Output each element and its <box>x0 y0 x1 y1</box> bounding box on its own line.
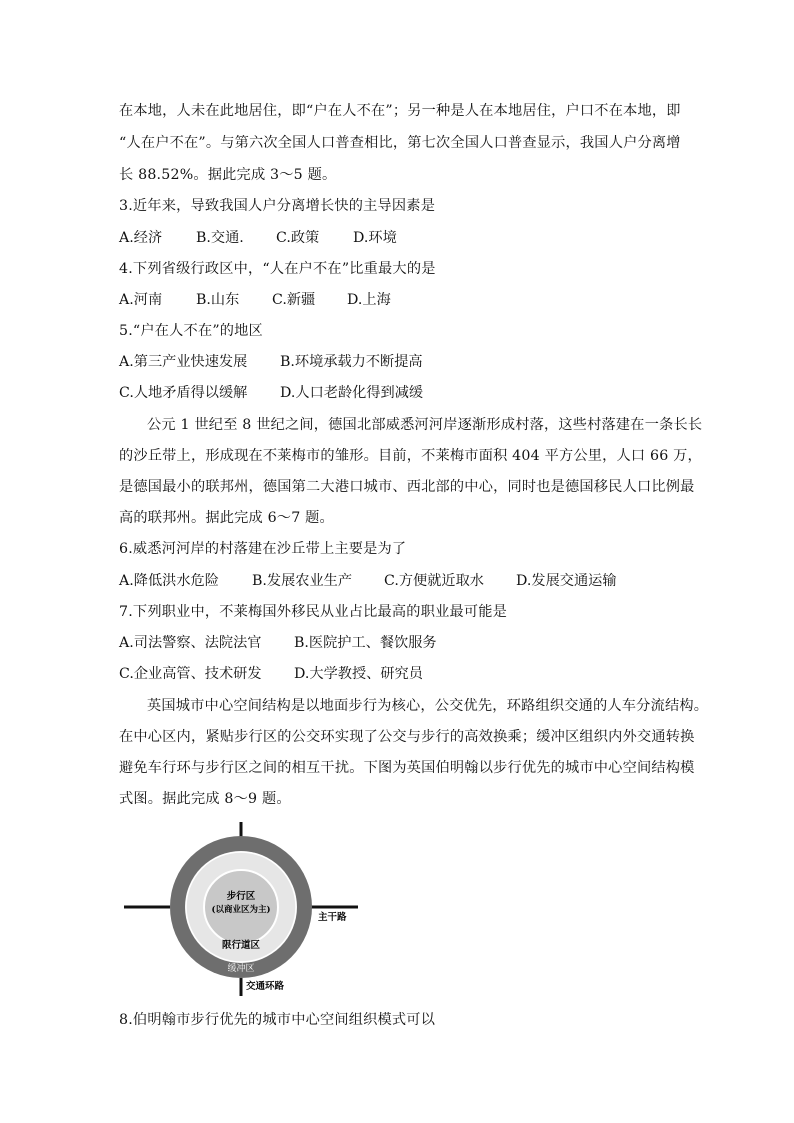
question-6-option-d: D.发展交通运输 <box>516 573 617 589</box>
question-8-stem: 8.伯明翰市步行优先的城市中心空间组织模式可以 <box>119 1012 436 1028</box>
buffer-zone-label: 缓冲区 <box>227 964 255 974</box>
passage-2-line-2: 的沙丘带上，形成现在不莱梅市的雏形。目前，不莱梅市面积 404 平方公里，人口 66 万， <box>119 448 702 464</box>
passage-3-line-3: 避免车行环与步行区之间的相互干扰。下图为英国伯明翰以步行优先的城市中心空间结构模 <box>119 760 695 776</box>
question-4-option-c: C.新疆 <box>272 292 316 308</box>
question-4-stem: 4.下列省级行政区中，“人在户不在”比重最大的是 <box>119 261 436 277</box>
pedestrian-zone-label: 步行区 <box>226 891 256 902</box>
question-4-option-a: A.河南 <box>119 292 163 308</box>
passage-2-line-4: 高的联邦州。据此完成 6～7 题。 <box>119 510 334 526</box>
question-3-option-d: D.环境 <box>353 230 397 246</box>
question-6-option-b: B.发展农业生产 <box>252 573 353 589</box>
question-6-option-c: C.方便就近取水 <box>384 573 484 589</box>
passage-2-line-1: 公元 1 世纪至 8 世纪之间，德国北部威悉河河岸逐渐形成村落，这些村落建在一条长长 <box>147 417 703 433</box>
question-3-option-a: A.经济 <box>119 230 163 246</box>
question-6-option-a: A.降低洪水危险 <box>119 573 219 589</box>
question-3-option-c: C.政策 <box>276 230 320 246</box>
question-7-option-a: A.司法警察、法院法官 <box>119 635 262 651</box>
intro-line-3: 长 88.52%。据此完成 3～5 题。 <box>119 167 337 183</box>
passage-3-line-1: 英国城市中心空间结构是以地面步行为核心，公交优先，环路组织交通的人车分流结构。 <box>147 698 709 714</box>
question-7-option-c: C.企业高管、技术研发 <box>119 666 262 682</box>
question-5-option-c: C.人地矛盾得以缓解 <box>119 385 248 401</box>
question-4-option-d: D.上海 <box>347 292 391 308</box>
restricted-road-label: 限行道区 <box>221 940 261 951</box>
question-7-option-b: B.医院护工、餐饮服务 <box>294 635 437 651</box>
intro-line-1: 在本地，人未在此地居住，即“户在人不在”；另一种是人在本地居住，户口不在本地，即 <box>119 103 681 119</box>
passage-2-line-3: 是德国最小的联邦州，德国第二大港口城市、西北部的中心，同时也是德国移民人口比例最 <box>119 479 695 495</box>
question-5-option-a: A.第三产业快速发展 <box>119 354 248 370</box>
question-7-option-d: D.大学教授、研究员 <box>294 666 423 682</box>
commercial-zone-note: (以商业区为主) <box>211 905 271 915</box>
question-5-stem: 5.“户在人不在”的地区 <box>119 323 263 339</box>
question-5-option-d: D.人口老龄化得到减缓 <box>280 385 424 401</box>
intro-line-2: “人在户不在”。与第六次全国人口普查相比，第七次全国人口普查显示，我国人户分离增 <box>119 135 681 151</box>
main-road-label: 主干路 <box>318 912 347 923</box>
ring-road-label: 交通环路 <box>246 981 285 992</box>
question-4-option-b: B.山东 <box>196 292 240 308</box>
question-6-stem: 6.威悉河河岸的村落建在沙丘带上主要是为了 <box>119 541 407 557</box>
question-3-stem: 3.近年来，导致我国人户分离增长快的主导因素是 <box>119 198 436 214</box>
question-7-stem: 7.下列职业中，不莱梅国外移民从业占比最高的职业最可能是 <box>119 604 508 620</box>
question-5-option-b: B.环境承载力不断提高 <box>280 354 423 370</box>
passage-3-line-4: 式图。据此完成 8～9 题。 <box>119 791 291 807</box>
question-3-option-b: B.交通. <box>196 230 244 246</box>
passage-3-line-2: 在中心区内，紧贴步行区的公交环实现了公交与步行的高效换乘；缓冲区组织内外交通转换 <box>119 729 695 745</box>
